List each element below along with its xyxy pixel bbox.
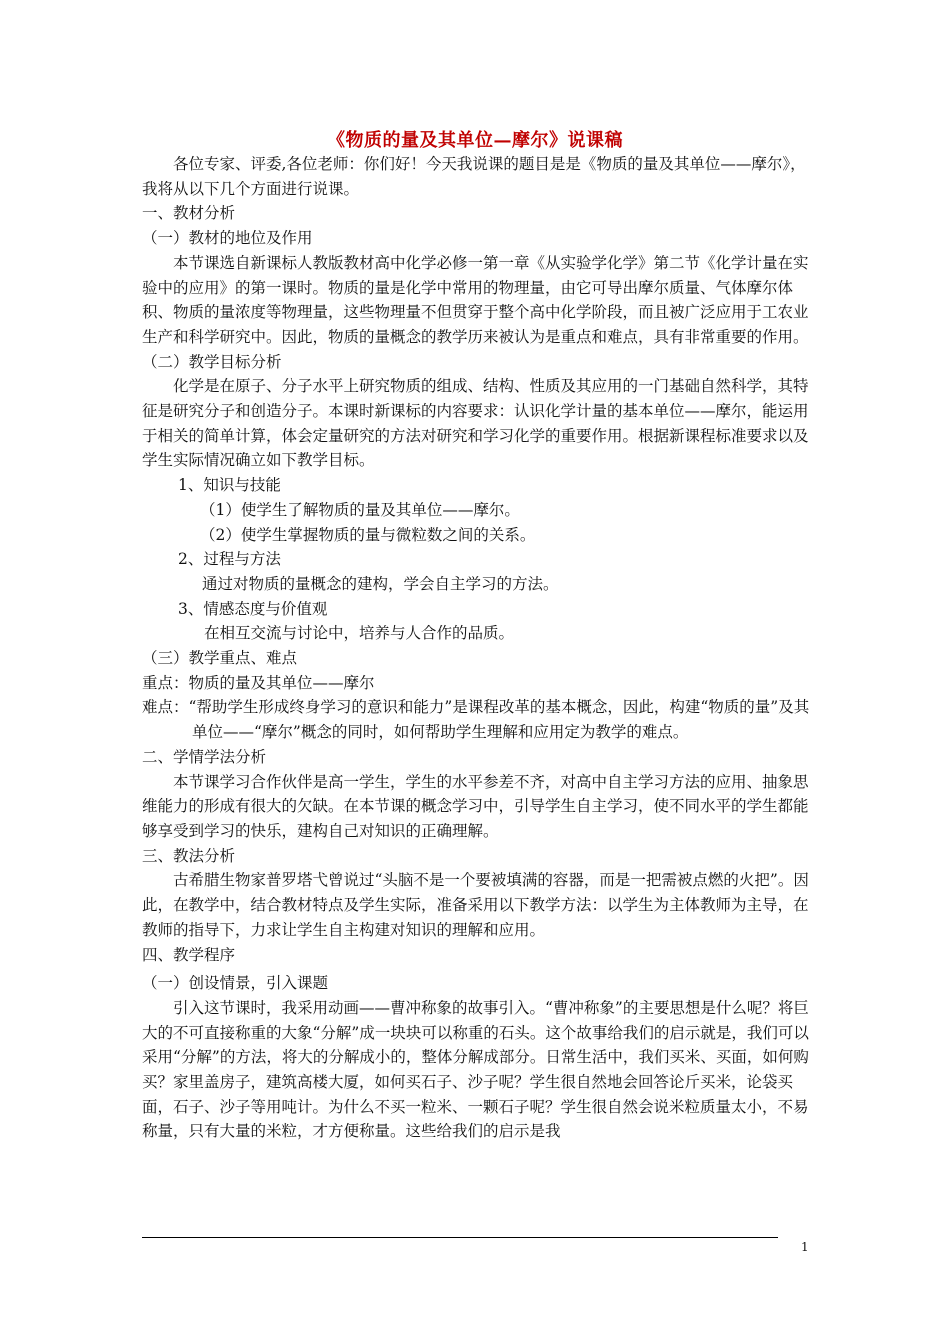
section-heading: 三、教法分析 bbox=[142, 846, 236, 865]
document-body bbox=[142, 152, 810, 1144]
section-heading: 一、教材分析 bbox=[142, 204, 236, 223]
list-item: （2）使学生掌握物质的量与微粒数之间的关系。 bbox=[200, 525, 536, 544]
list-heading: 1、知识与技能 bbox=[178, 476, 281, 495]
footer-divider bbox=[142, 1237, 778, 1238]
intro-paragraph: 各位专家、评委,各位老师：你们好！今天我说课的题目是是《物质的量及其单位——摩尔》，我将从以下几个方面进行说课。 bbox=[142, 155, 806, 198]
page-number: 1 bbox=[801, 1240, 809, 1254]
list-item: 在相互交流与讨论中，培养与人合作的品质。 bbox=[204, 624, 515, 643]
body-paragraph: 古希腊生物家普罗塔弋曾说过“头脑不是一个要被填满的容器，而是一把需被点燃的火把”。因此，在教学中，结合教材特点及学生实际，准备采用以下教学方法：以学生为主体教师为主导，在教师的指导下，力求让学生自主构建对知识的理解和应用。 bbox=[142, 871, 809, 939]
list-heading: 2、过程与方法 bbox=[178, 550, 281, 569]
body-paragraph: 本节课选自新课标人教版教材高中化学必修一第一章《从实验学化学》第二节《化学计量在实验中的应用》的第一课时。物质的量是化学中常用的物理量，由它可导出摩尔质量、气体摩尔体积、物质的量浓度等物理量，这些物理量不但贯穿于整个高中化学阶段，而且被广泛应用于工农业生产和科学研究中。因此，物质的量概念的教学历来被认为是重点和难点，具有非常重要的作用。 bbox=[142, 253, 809, 346]
document-title: 《物质的量及其单位—摩尔》说课稿 bbox=[327, 130, 623, 151]
body-paragraph: 本节课学习合作伙伴是高一学生，学生的水平参差不齐，对高中自主学习方法的应用、抽象思维能力的形成有很大的欠缺。在本节课的概念学习中，引导学生自主学习，使不同水平的学生都能够享受到学习的快乐，建构自己对知识的正确理解。 bbox=[142, 772, 809, 840]
list-item: 通过对物质的量概念的建构，学会自主学习的方法。 bbox=[202, 574, 559, 593]
difficult-point: 难点：“帮助学生形成终身学习的意识和能力”是课程改革的基本概念，因此，构建“物质的量”及其单位——“摩尔”概念的同时，如何帮助学生理解和应用定为教学的难点。 bbox=[142, 698, 810, 742]
key-point: 重点：物质的量及其单位——摩尔 bbox=[142, 673, 375, 692]
subsection-heading: （二）教学目标分析 bbox=[142, 352, 282, 371]
list-item: （1）使学生了解物质的量及其单位——摩尔。 bbox=[200, 500, 520, 519]
body-paragraph: 化学是在原子、分子水平上研究物质的组成、结构、性质及其应用的一门基础自然科学，其特征是研究分子和创造分子。本课时新课标的内容要求：认识化学计量的基本单位——摩尔，能运用于相关的简单计算，体会定量研究的方法对研究和学习化学的重要作用。根据新课程标准要求以及学生实际情况确立如下教学目标。 bbox=[142, 377, 809, 470]
section-heading: 四、教学程序 bbox=[142, 945, 236, 964]
subsection-heading: （一）教材的地位及作用 bbox=[142, 229, 313, 248]
body-paragraph: 引入这节课时，我采用动画——曹冲称象的故事引入。“曹冲称象”的主要思想是什么呢？将巨大的不可直接称重的大象“分解”成一块块可以称重的石头。这个故事给我们的启示就是，我们可以采用“分解”的方法，将大的分解成小的，整体分解成部分。日常生活中，我们买米、买面，如何购买？家里盖房子，建筑高楼大厦，如何买石子、沙子呢？学生很自然地会回答论斤买米，论袋买面，石子、沙子等用吨计。为什么不买一粒米、一颗石子呢？学生很自然会说米粒质量太小，不易称量，只有大量的米粒，才方便称量。这些给我们的启示是我 bbox=[142, 998, 809, 1141]
subsection-heading: （一）创设情景，引入课题 bbox=[142, 974, 329, 993]
list-heading: 3、情感态度与价值观 bbox=[178, 599, 328, 618]
subsection-heading: （三）教学重点、难点 bbox=[142, 649, 298, 668]
section-heading: 二、学情学法分析 bbox=[142, 747, 267, 766]
